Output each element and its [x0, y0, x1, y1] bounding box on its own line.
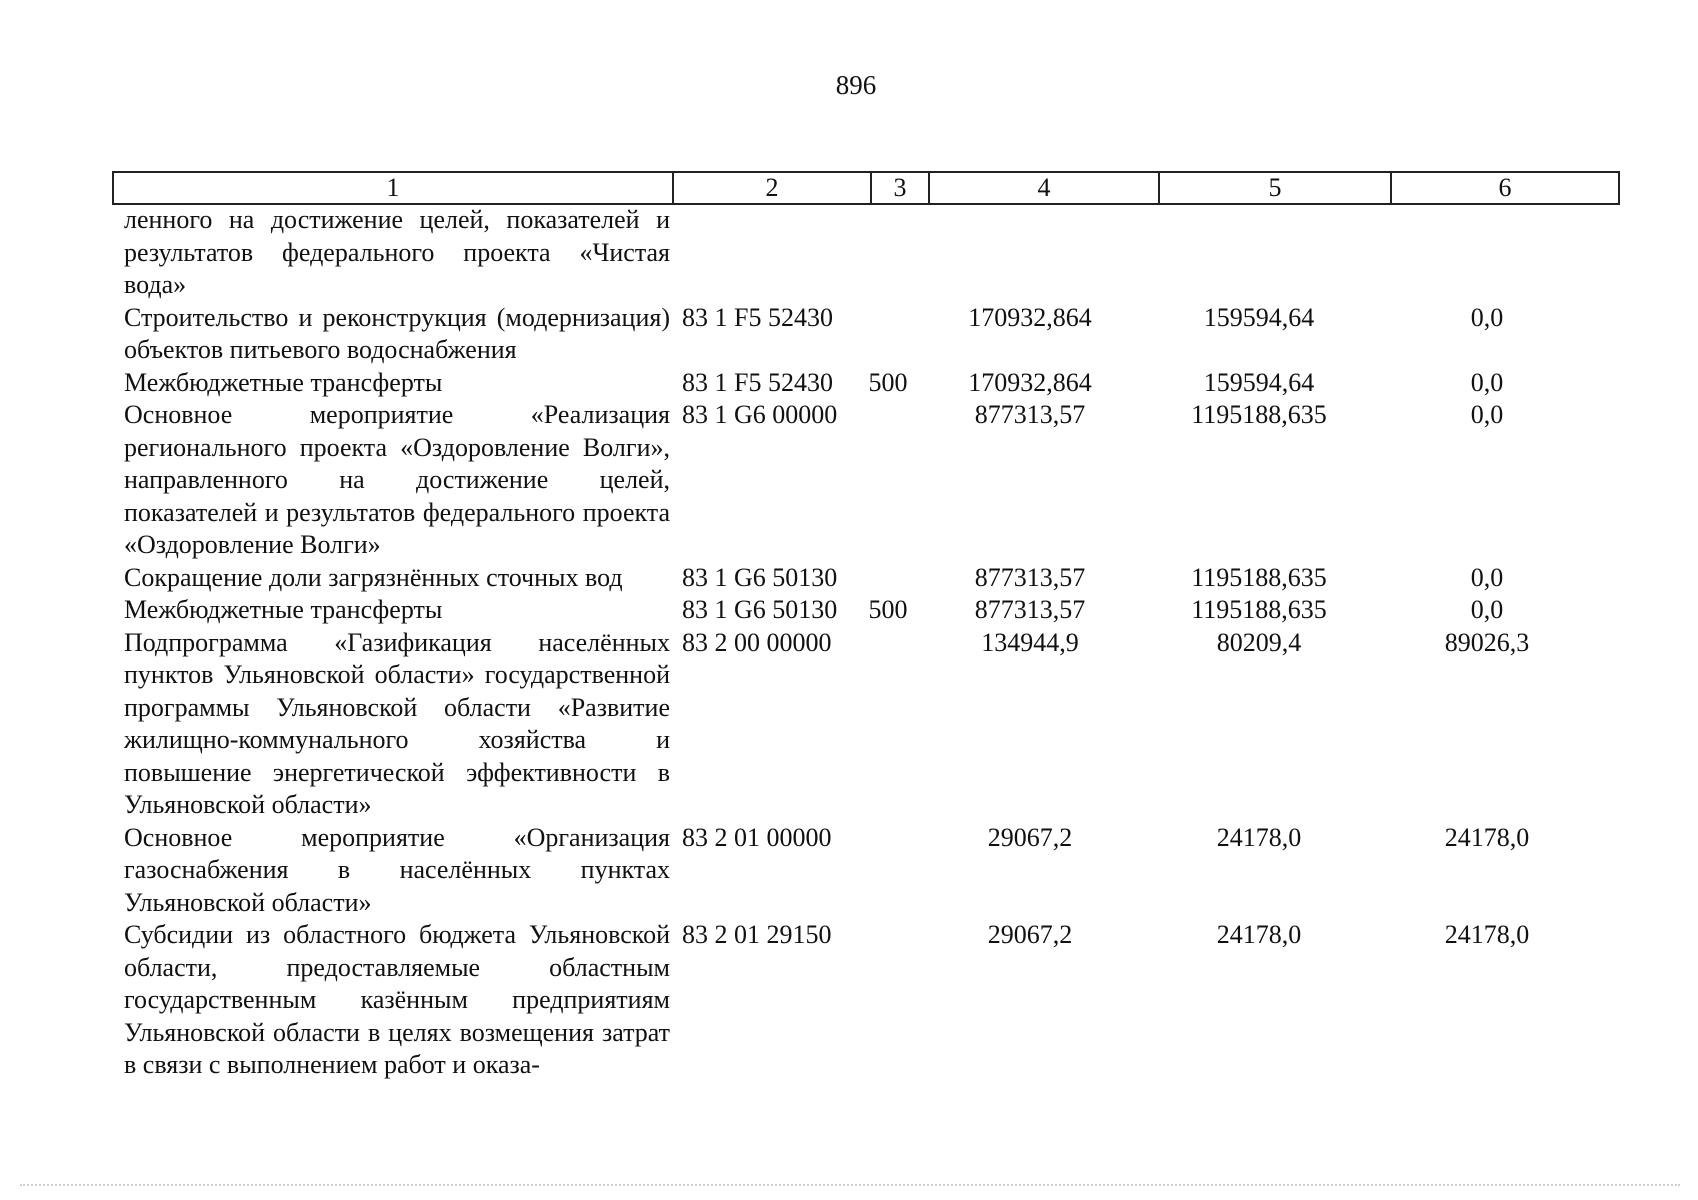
table-row: [112, 562, 1600, 595]
row-expense-type: [860, 822, 916, 920]
row-code: 83 1 F5 52430: [682, 302, 833, 332]
row-name: Подпрограмма «Газификация населённых пунктов Ульяновской области» государственной программы Ульяновской области «Развитие жилищно-коммунального хозяйства и повышение энергетической эффективности в Ульяновской области»: [124, 627, 670, 819]
row-amount-col5: 24178,0: [1216, 920, 1302, 949]
row-amount-col5: 1195188,635: [1191, 400, 1327, 429]
table-row: [112, 302, 1600, 367]
row-amount-col6: 0,0: [1470, 367, 1504, 397]
row-amount-col6: 0,0: [1470, 595, 1504, 624]
row-amount-col4: 170932,864: [968, 367, 1092, 397]
header-row: [113, 172, 1619, 204]
table-row: [112, 822, 1600, 920]
header-col-4: 4: [929, 172, 1159, 204]
row-amount-col4: 29067,2: [987, 920, 1073, 949]
budget-table: [112, 204, 1600, 1082]
row-name: Межбюджетные трансферты: [124, 367, 443, 397]
row-amount-col4: 29067,2: [987, 822, 1073, 852]
row-amount-col4: [916, 204, 1144, 302]
row-name: Основное мероприятие «Организация газоснабжения в населённых пунктах Ульяновской области»: [124, 822, 670, 917]
row-code: 83 1 G6 00000: [682, 400, 838, 429]
row-name: Межбюджетные трансферты: [124, 595, 443, 624]
header-col-2: 2: [673, 172, 871, 204]
row-amount-col5: 159594,64: [1203, 367, 1315, 397]
row-expense-type: [860, 302, 916, 367]
row-code: 83 2 01 29150: [682, 920, 832, 949]
row-amount-col5: 24178,0: [1216, 822, 1302, 852]
table-row: [112, 919, 1600, 1082]
row-expense-type: 500: [868, 367, 908, 397]
row-amount-col4: 877313,57: [974, 595, 1086, 624]
row-amount-col5: 1195188,635: [1191, 562, 1327, 592]
row-name: ленного на достижение целей, показателей и результатов федерального проекта «Чистая вода»: [124, 205, 670, 299]
header-col-1: 1: [113, 172, 673, 204]
row-amount-col5: 159594,64: [1203, 302, 1315, 332]
row-amount-col6: 24178,0: [1444, 920, 1530, 949]
row-expense-type: [860, 562, 916, 595]
row-amount-col6: 89026,3: [1444, 627, 1530, 657]
table-row: [112, 204, 1600, 302]
row-code: 83 2 00 00000: [682, 627, 832, 657]
header-col-5: 5: [1159, 172, 1391, 204]
column-number-header: [112, 171, 1620, 205]
row-code: 83 1 G6 50130: [682, 562, 838, 592]
row-amount-col4: 134944,9: [981, 627, 1079, 657]
row-amount-col6: [1374, 204, 1600, 302]
row-amount-col6: 0,0: [1470, 400, 1504, 429]
table-row: [112, 367, 1600, 400]
row-amount-col4: 170932,864: [968, 302, 1092, 332]
scan-artifact-divider: [20, 1184, 1680, 1186]
row-expense-type: 500: [868, 595, 908, 624]
table-row: [112, 627, 1600, 822]
row-amount-col6: 0,0: [1470, 302, 1504, 332]
row-expense-type: [860, 627, 916, 822]
table-row: [112, 594, 1600, 627]
row-amount-col5: 80209,4: [1216, 627, 1302, 657]
row-code: 83 2 01 00000: [682, 822, 832, 852]
row-code: 83 1 G6 50130: [682, 595, 838, 624]
header-col-6: 6: [1391, 172, 1619, 204]
table-row: [112, 399, 1600, 562]
row-expense-type: [860, 919, 916, 1082]
row-code: 83 1 F5 52430: [682, 367, 833, 397]
row-expense-type: [860, 204, 916, 302]
row-name: Субсидии из областного бюджета Ульяновской области, предоставляемые областным государственным казённым предприятиям Ульяновской области в целях возмещения затрат в связи с выполнением работ и оказа-: [124, 920, 670, 1079]
row-amount-col4: 877313,57: [974, 562, 1086, 592]
row-name: Сокращение доли загрязнённых сточных вод: [124, 562, 623, 592]
row-expense-type: [860, 399, 916, 562]
row-amount-col4: 877313,57: [974, 400, 1086, 429]
row-amount-col6: 24178,0: [1444, 822, 1530, 852]
page-number: 896: [835, 70, 877, 100]
row-name: Строительство и реконструкция (модернизация) объектов питьевого водоснабжения: [124, 302, 670, 364]
row-amount-col5: 1195188,635: [1191, 595, 1327, 624]
row-name: Основное мероприятие «Реализация регионального проекта «Оздоровление Волги», направленного на достижение целей, показателей и результатов федерального проекта «Оздоровление Волги»: [124, 400, 670, 559]
row-amount-col5: [1144, 204, 1374, 302]
row-amount-col6: 0,0: [1470, 562, 1504, 592]
row-code: [670, 204, 860, 302]
header-col-3: 3: [871, 172, 929, 204]
